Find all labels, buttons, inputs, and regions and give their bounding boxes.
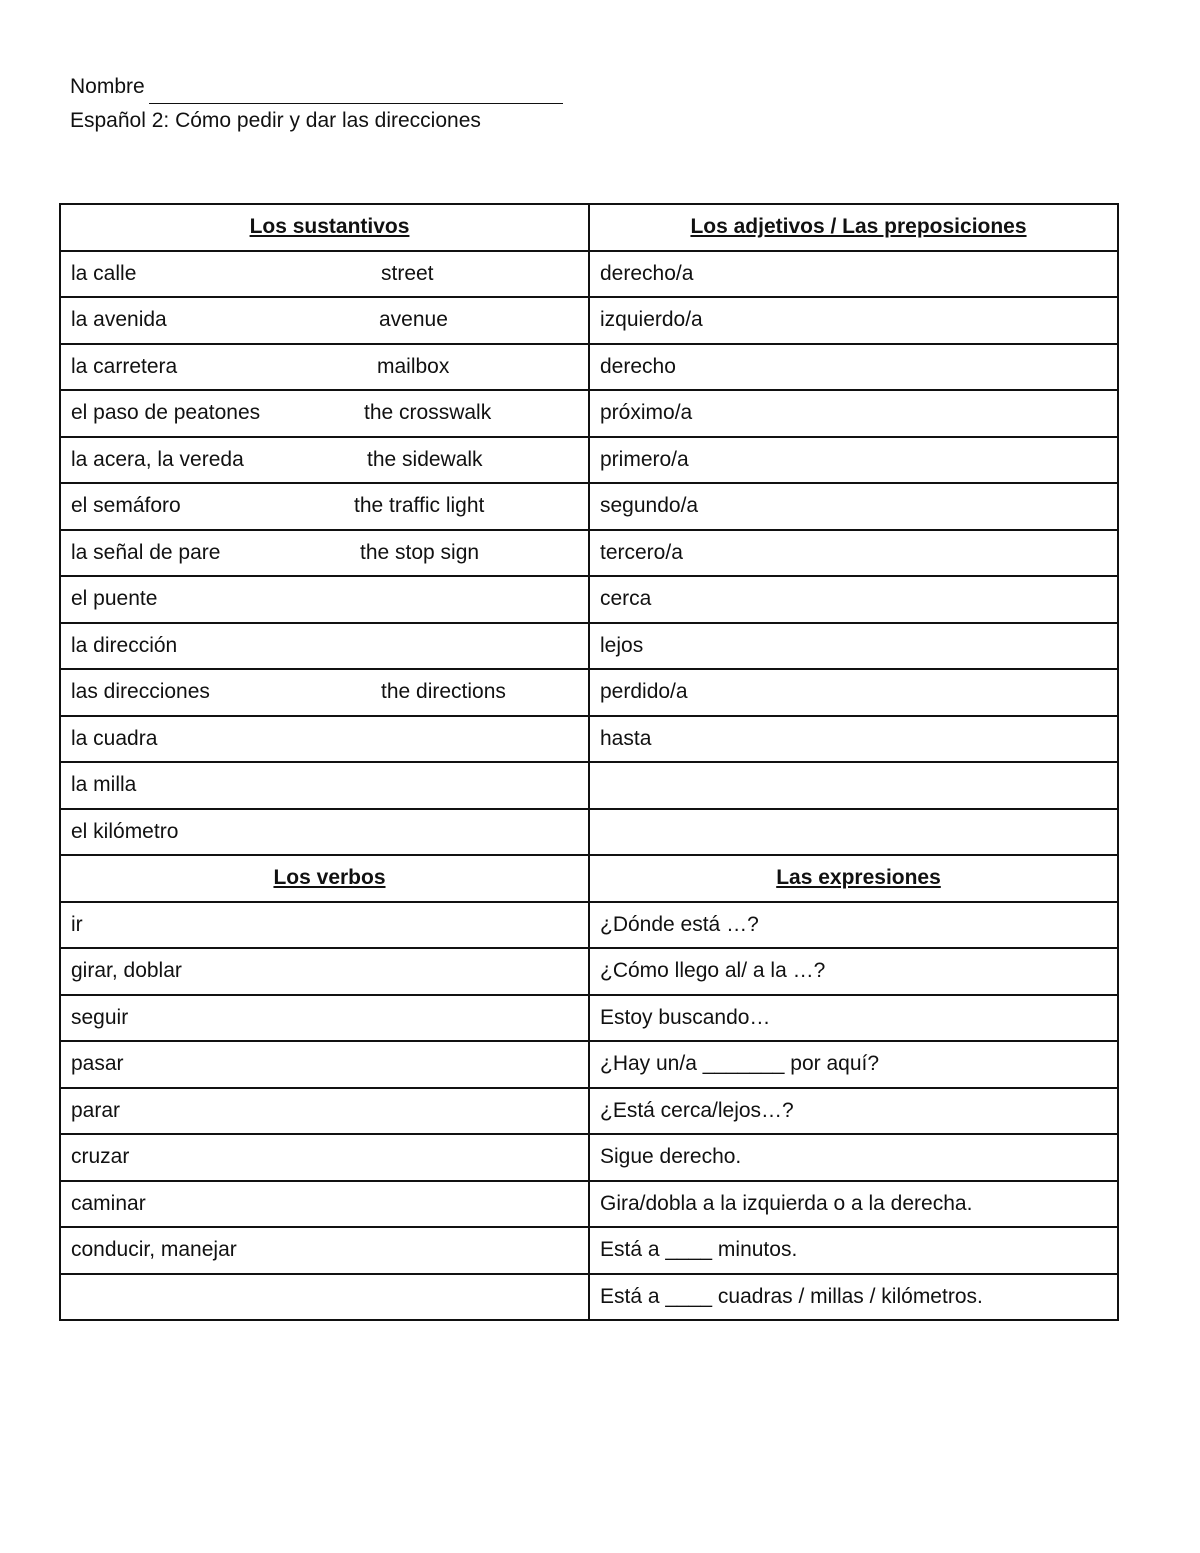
spanish-term: el kilómetro (71, 819, 179, 843)
left-cell (60, 437, 589, 484)
left-cell (60, 669, 589, 716)
table-row (60, 437, 1118, 484)
left-cell (60, 576, 589, 623)
spanish-term: las direcciones (71, 680, 210, 704)
worksheet-header (70, 70, 563, 138)
right-cell: derecho (589, 344, 1118, 391)
english-translation: the stop sign (360, 540, 480, 564)
right-cell: ¿Dónde está …? (589, 902, 1118, 949)
spanish-term: la dirección (71, 633, 178, 657)
left-cell (60, 344, 589, 391)
table-row (60, 390, 1118, 437)
table-row (60, 669, 1118, 716)
spanish-term: la calle (71, 261, 137, 285)
right-cell: primero/a (589, 437, 1118, 484)
spanish-term: girar, doblar (71, 959, 182, 983)
left-cell (60, 809, 589, 856)
right-cell: hasta (589, 716, 1118, 763)
table-row (60, 1274, 1118, 1321)
left-cell (60, 1088, 589, 1135)
spanish-term: ir (71, 912, 83, 936)
table-row (60, 344, 1118, 391)
spanish-term: pasar (71, 1052, 124, 1076)
spanish-term: la carretera (71, 354, 178, 378)
spanish-term: la señal de pare (71, 540, 221, 564)
left-cell (60, 902, 589, 949)
left-cell (60, 530, 589, 577)
spanish-term: cruzar (71, 1145, 130, 1169)
right-cell: ¿Hay un/a _______ por aquí? (589, 1041, 1118, 1088)
section-header-row (60, 204, 1118, 251)
table-row (60, 297, 1118, 344)
table-row (60, 1134, 1118, 1181)
english-translation: the sidewalk (367, 447, 483, 471)
vocabulary-table-body (60, 204, 1118, 1320)
english-translation: avenue (379, 308, 448, 332)
spanish-term: conducir, manejar (71, 1238, 237, 1262)
spanish-term: la avenida (71, 308, 167, 332)
left-cell (60, 995, 589, 1042)
right-cell: Está a ____ cuadras / millas / kilómetros. (589, 1274, 1118, 1321)
spanish-term: la acera, la vereda (71, 447, 244, 471)
spanish-term: parar (71, 1098, 121, 1122)
spanish-term: la milla (71, 773, 137, 797)
table-row (60, 948, 1118, 995)
right-cell: izquierdo/a (589, 297, 1118, 344)
table-row (60, 809, 1118, 856)
left-cell (60, 623, 589, 670)
left-cell (60, 251, 589, 298)
spanish-term: la cuadra (71, 726, 158, 750)
name-line (70, 70, 563, 104)
left-cell (60, 483, 589, 530)
spanish-term: el puente (71, 587, 158, 611)
table-row (60, 762, 1118, 809)
left-cell (60, 948, 589, 995)
table-row (60, 483, 1118, 530)
table-row (60, 576, 1118, 623)
right-section-heading: Los adjetivos / Las preposiciones (589, 204, 1118, 251)
english-translation: the crosswalk (364, 401, 492, 425)
right-cell: ¿Está cerca/lejos…? (589, 1088, 1118, 1135)
right-cell: Está a ____ minutos. (589, 1227, 1118, 1274)
right-cell: Estoy buscando… (589, 995, 1118, 1042)
left-cell (60, 297, 589, 344)
right-cell: segundo/a (589, 483, 1118, 530)
spanish-term: el semáforo (71, 494, 181, 518)
table-row (60, 1227, 1118, 1274)
left-cell (60, 762, 589, 809)
table-row (60, 716, 1118, 763)
english-translation: street (381, 261, 434, 285)
right-section-heading: Las expresiones (589, 855, 1118, 902)
spanish-term: caminar (71, 1191, 146, 1215)
table-row (60, 1088, 1118, 1135)
right-cell: próximo/a (589, 390, 1118, 437)
right-cell: lejos (589, 623, 1118, 670)
right-cell: ¿Cómo llego al/ a la …? (589, 948, 1118, 995)
table-row (60, 995, 1118, 1042)
spanish-term: seguir (71, 1005, 129, 1029)
right-cell (589, 809, 1118, 856)
spanish-term: el paso de peatones (71, 401, 261, 425)
right-cell: tercero/a (589, 530, 1118, 577)
right-cell: Gira/dobla a la izquierda o a la derecha. (589, 1181, 1118, 1228)
left-cell (60, 1134, 589, 1181)
left-cell (60, 1041, 589, 1088)
english-translation: the traffic light (354, 494, 485, 518)
left-section-heading: Los sustantivos (60, 204, 589, 251)
table-row (60, 251, 1118, 298)
vocabulary-table (59, 203, 1119, 1321)
english-translation: the directions (381, 680, 506, 704)
name-field[interactable] (149, 79, 563, 104)
left-cell (60, 1274, 589, 1321)
left-cell (60, 1181, 589, 1228)
section-header-row (60, 855, 1118, 902)
name-label: Nombre (70, 75, 145, 98)
table-row (60, 530, 1118, 577)
right-cell: Sigue derecho. (589, 1134, 1118, 1181)
table-row (60, 1041, 1118, 1088)
left-section-heading: Los verbos (60, 855, 589, 902)
right-cell: derecho/a (589, 251, 1118, 298)
right-cell (589, 762, 1118, 809)
table-row (60, 902, 1118, 949)
left-cell (60, 390, 589, 437)
right-cell: cerca (589, 576, 1118, 623)
table-row (60, 623, 1118, 670)
left-cell (60, 716, 589, 763)
right-cell: perdido/a (589, 669, 1118, 716)
worksheet-title: Español 2: Cómo pedir y dar las direcciones (70, 109, 481, 132)
english-translation: mailbox (377, 354, 450, 378)
left-cell (60, 1227, 589, 1274)
table-row (60, 1181, 1118, 1228)
